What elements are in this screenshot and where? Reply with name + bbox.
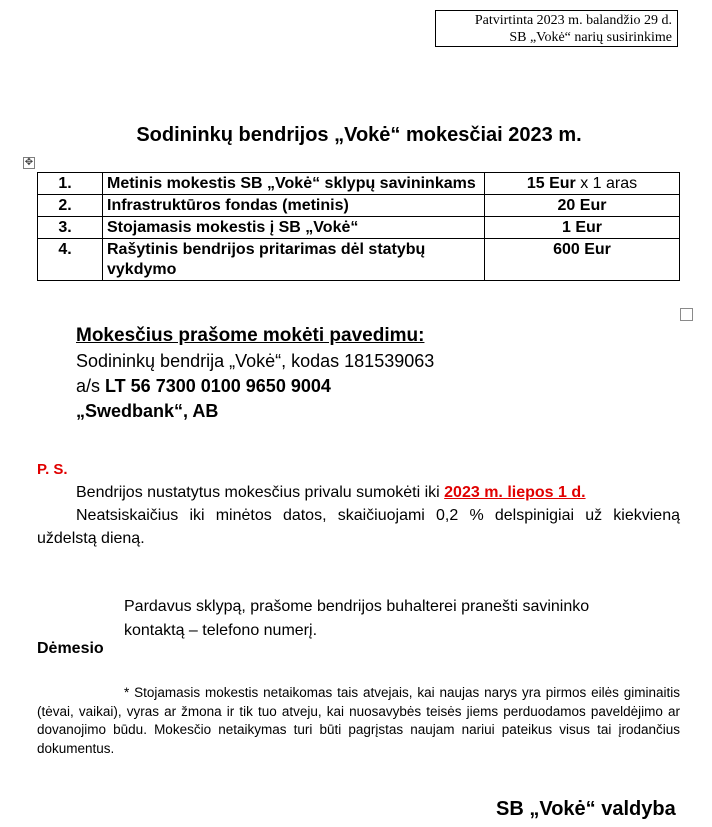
fee-amount [485, 173, 680, 195]
fee-description: Stojamasis mokestis į SB „Vokė“ [103, 217, 485, 239]
fee-description: Metinis mokestis SB „Vokė“ sklypų savininkams [103, 173, 485, 195]
deadline-date: 2023 m. liepos 1 d. [444, 484, 586, 501]
table-row [38, 239, 680, 281]
fees-table [37, 172, 680, 281]
ps-label: P. S. [37, 461, 68, 478]
table-row [38, 173, 680, 195]
fee-amount-unit: x 1 aras [575, 175, 638, 192]
fee-description: Infrastruktūros fondas (metinis) [103, 195, 485, 217]
sale-notice: Pardavus sklypą, prašome bendrijos buhalterei pranešti savininko kontaktą – telefono numerį. [124, 598, 590, 639]
row-number: 2. [38, 195, 103, 217]
payment-account-line [76, 376, 331, 397]
approval-line-meeting: SB „Vokė“ narių susirinkime [509, 30, 672, 45]
row-number: 4. [38, 239, 103, 281]
ps-deadline-text: Bendrijos nustatytus mokesčius privalu sumokėti iki [76, 484, 445, 501]
account-prefix: a/s [76, 376, 106, 396]
attention-label: Dėmesio [37, 640, 104, 657]
row-number: 1. [38, 173, 103, 195]
table-row [38, 217, 680, 239]
fee-description: Rašytinis bendrijos pritarimas dėl statybų vykdymo [103, 239, 485, 281]
account-number: LT 56 7300 0100 9650 9004 [105, 376, 331, 396]
table-row [38, 195, 680, 217]
resize-square-icon[interactable] [680, 308, 693, 321]
approval-box [435, 10, 678, 47]
row-number: 3. [38, 217, 103, 239]
fee-amount: 20 Eur [485, 195, 680, 217]
ps-deadline-paragraph [37, 481, 680, 504]
board-signature: SB „Vokė“ valdyba [496, 798, 676, 820]
payment-bank: „Swedbank“, AB [76, 401, 219, 421]
footnote: * Stojamasis mokestis netaikomas tais atvejais, kai naujas narys yra pirmos eilės giminaitis (tėvai, vaikai), vyras ar žmona ir tik tuo atveju, kai nuosavybės teisės jiems perduodamos paveldėjimo ar dovanojimo būdu. Mokesčio netaikymas turi būti pagrįstas naujam nariui pateikus visus tai įrodančius dokumentus. [37, 685, 680, 756]
ps-penalty-paragraph: Neatsiskaičius iki minėtos datos, skaičiuojami 0,2 % delspinigiai už kiekvieną uždelstą dieną. [37, 507, 680, 547]
payment-heading: Mokesčius prašome mokėti pavedimu: [76, 325, 425, 346]
fee-amount: 1 Eur [485, 217, 680, 239]
fee-amount-value: 15 Eur [526, 175, 576, 192]
fee-amount: 600 Eur [485, 239, 680, 281]
page-title: Sodininkų bendrijos „Vokė“ mokesčiai 2023 m. [136, 124, 582, 146]
payment-recipient: Sodininkų bendrija „Vokė“, kodas 181539063 [76, 351, 435, 371]
move-cross-glyph: ✥ [24, 157, 34, 168]
move-cross-icon[interactable] [23, 157, 35, 169]
approval-line-date: Patvirtinta 2023 m. balandžio 29 d. [474, 13, 672, 28]
